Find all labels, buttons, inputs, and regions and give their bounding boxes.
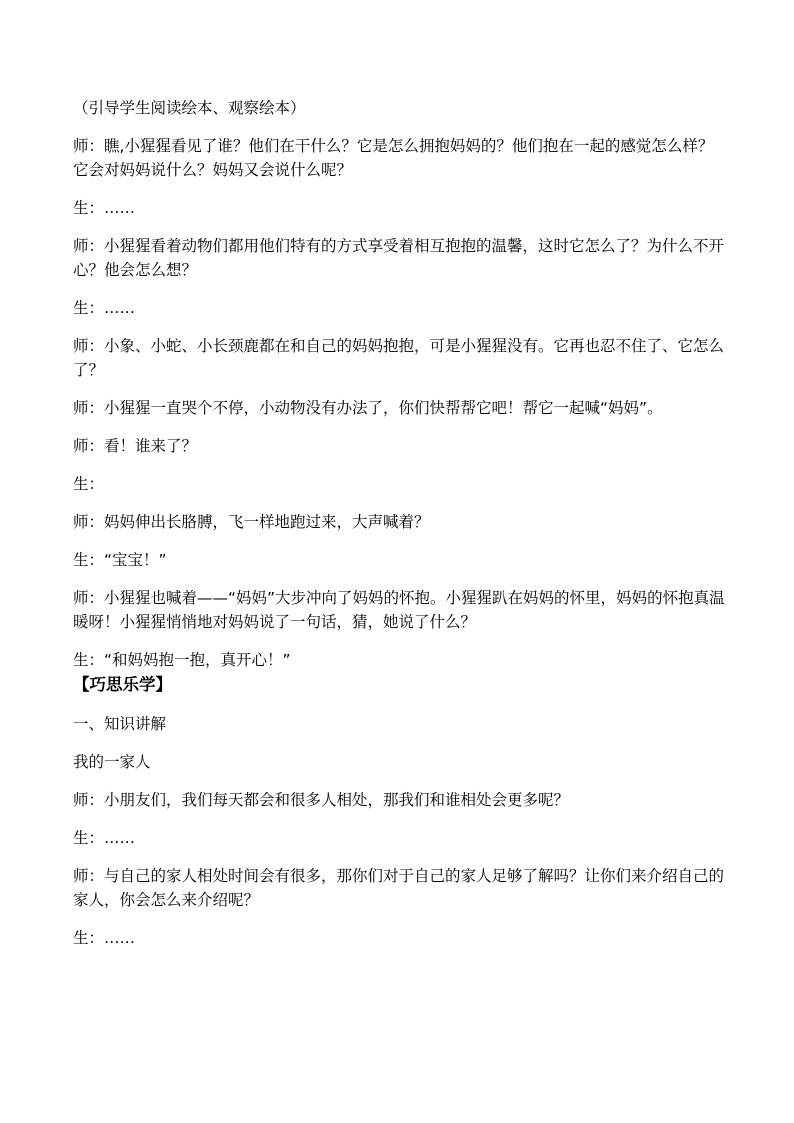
paragraph-teacher-6: 师：妈妈伸出长胳膊，飞一样地跑过来，大声喊着？ xyxy=(73,513,430,531)
paragraph-knowledge-title: 一、知识讲解 xyxy=(73,715,167,733)
paragraph-student-7: 生：…… xyxy=(73,929,136,947)
paragraph-teacher-3: 师：小象、小蛇、小长颈鹿都在和自己的妈妈抱抱，可是小猩猩没有。它再也忍不住了、它怎么了？ xyxy=(73,337,725,379)
paragraph-student-1: 生：…… xyxy=(73,199,136,217)
paragraph-guide-note: （引导学生阅读绘本、观察绘本） xyxy=(73,99,306,117)
paragraph-teacher-5: 师：看！谁来了？ xyxy=(73,437,198,455)
paragraph-teacher-1: 师：瞧,小猩猩看见了谁？他们在干什么？它是怎么拥抱妈妈的？他们抱在一起的感觉怎么样？它会对妈妈说什么？妈妈又会说什么呢？ xyxy=(73,137,714,179)
paragraph-teacher-4: 师：小猩猩一直哭个不停，小动物没有办法了，你们快帮帮它吧！帮它一起喊“妈妈”。 xyxy=(73,399,663,417)
section-heading: 【巧思乐学】 xyxy=(73,675,172,694)
paragraph-teacher-2: 师：小猩猩看着动物们都用他们特有的方式享受着相互抱抱的温馨，这时它怎么了？为什么不开心？他会怎么想？ xyxy=(73,237,725,279)
paragraph-student-4: 生：“宝宝！” xyxy=(73,551,167,569)
paragraph-topic-title: 我的一家人 xyxy=(73,753,151,771)
paragraph-student-3: 生： xyxy=(73,475,105,493)
paragraph-teacher-9: 师：与自己的家人相处时间会有很多，那你们对于自己的家人足够了解吗？让你们来介绍自己的家人，你会怎么来介绍呢？ xyxy=(73,867,725,909)
document-page xyxy=(73,96,725,950)
paragraph-teacher-8: 师：小朋友们，我们每天都会和很多人相处，那我们和谁相处会更多呢？ xyxy=(73,791,570,809)
paragraph-student-5: 生：“和妈妈抱一抱，真开心！” xyxy=(73,651,291,669)
paragraph-student-2: 生：…… xyxy=(73,299,136,317)
paragraph-student-6: 生：…… xyxy=(73,829,136,847)
paragraph-teacher-7: 师：小猩猩也喊着——“妈妈”大步冲向了妈妈的怀抱。小猩猩趴在妈妈的怀里，妈妈的怀抱真温暖呀！小猩猩悄悄地对妈妈说了一句话，猜，她说了什么？ xyxy=(73,589,725,631)
